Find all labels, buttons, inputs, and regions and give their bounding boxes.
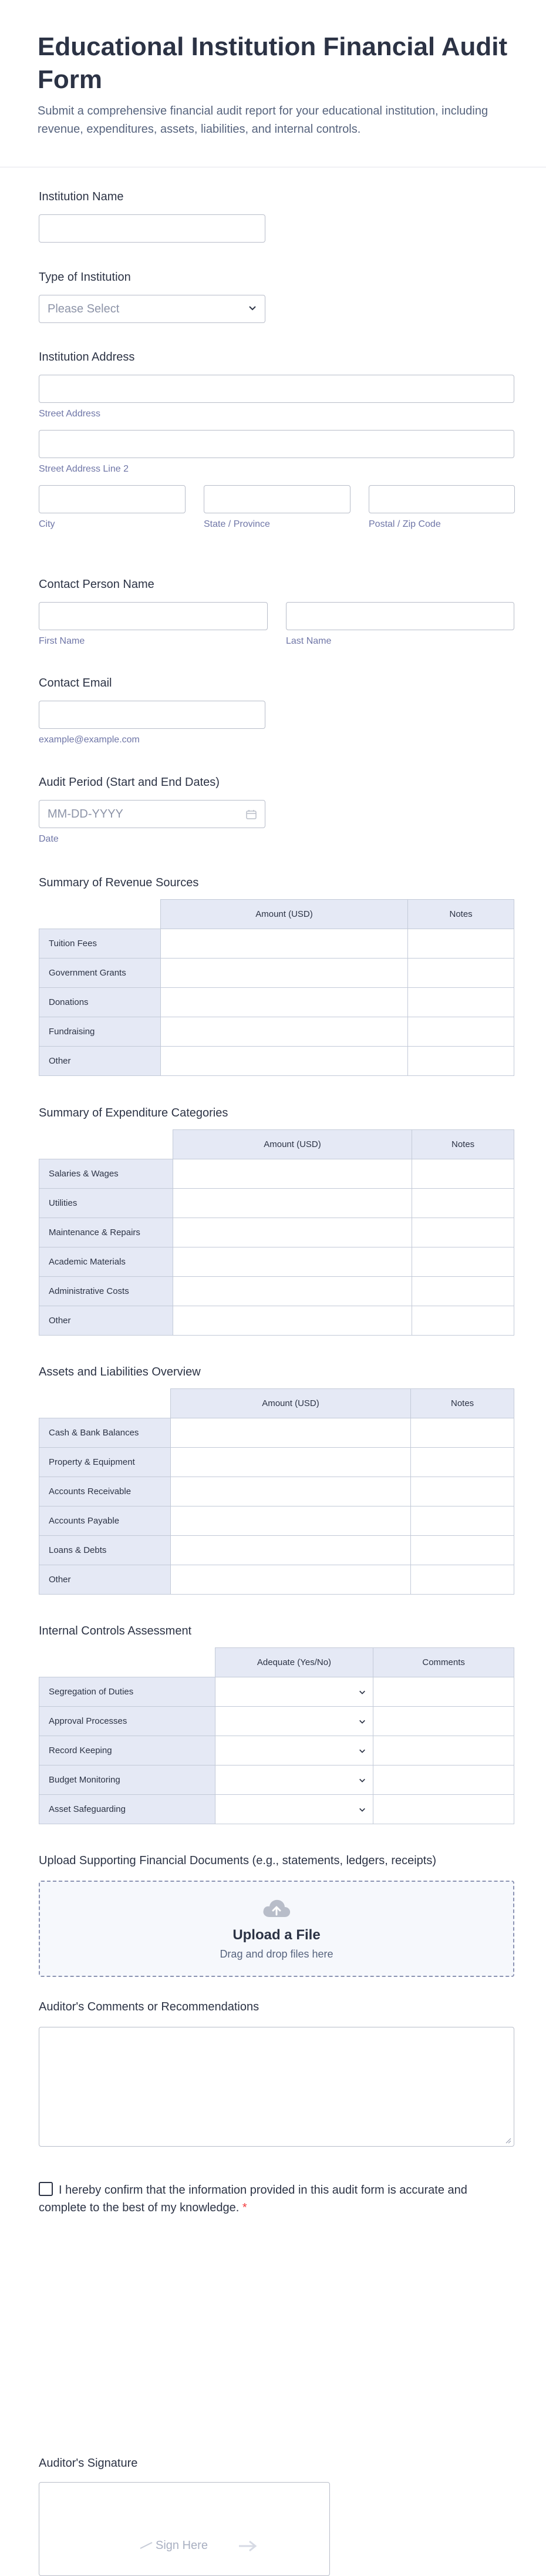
row-label: Other [39, 1306, 173, 1336]
revenue-table [39, 899, 514, 1076]
contact-email-field [39, 677, 514, 745]
street-address-line2-input[interactable] [39, 430, 514, 458]
chevron-down-icon [359, 1777, 366, 1784]
institution-name-input[interactable] [39, 214, 265, 243]
confirm-row [39, 2181, 497, 2217]
amount-cell-input[interactable] [173, 1218, 412, 1247]
notes-cell-input[interactable] [412, 1189, 514, 1218]
row-label: Maintenance & Repairs [39, 1218, 173, 1247]
institution-type-select[interactable] [39, 295, 265, 323]
row-label: Tuition Fees [39, 929, 161, 959]
amount-cell-input[interactable] [173, 1277, 412, 1306]
notes-cell-input[interactable] [408, 988, 514, 1017]
contact-email-hint: example@example.com [39, 735, 140, 745]
audit-period-date-input[interactable] [39, 800, 265, 828]
row-label: Loans & Debts [39, 1536, 171, 1565]
arrow-right-icon [238, 2539, 258, 2553]
row-label: Cash & Bank Balances [39, 1418, 171, 1448]
notes-cell-input[interactable] [411, 1448, 514, 1477]
notes-cell-input[interactable] [411, 1477, 514, 1506]
column-header: Adequate (Yes/No) [215, 1648, 373, 1677]
amount-cell-input[interactable] [173, 1189, 412, 1218]
street-address-input[interactable] [39, 375, 514, 403]
table-row [39, 1159, 514, 1189]
audit-period-placeholder: MM-DD-YYYY [48, 808, 123, 820]
upload-section [39, 1854, 514, 1868]
expenditure-table [39, 1129, 514, 1336]
first-name-input[interactable] [39, 602, 268, 630]
table-row [39, 1565, 514, 1595]
street-address-sublabel: Street Address [39, 409, 100, 419]
comments-cell-input[interactable] [373, 1677, 514, 1707]
notes-cell-input[interactable] [408, 929, 514, 959]
expenditure-section [39, 1107, 514, 1336]
table-row [39, 1247, 514, 1277]
revenue-section [39, 876, 514, 1076]
table-row [39, 988, 514, 1017]
row-label: Other [39, 1047, 161, 1076]
amount-cell-input[interactable] [160, 929, 407, 959]
revenue-label: Summary of Revenue Sources [39, 876, 199, 889]
table-row [39, 1506, 514, 1536]
amount-cell-input[interactable] [170, 1506, 410, 1536]
table-row [39, 1448, 514, 1477]
comments-cell-input[interactable] [373, 1765, 514, 1795]
sign-here-placeholder: Sign Here [156, 2539, 208, 2552]
amount-cell-input[interactable] [160, 988, 407, 1017]
street-address-line2-sublabel: Street Address Line 2 [39, 464, 129, 474]
comments-textarea[interactable] [39, 2027, 514, 2147]
comments-cell-input[interactable] [373, 1795, 514, 1824]
notes-cell-input[interactable] [408, 1047, 514, 1076]
comments-cell-input[interactable] [373, 1707, 514, 1736]
chevron-down-icon [359, 1747, 366, 1754]
column-header: Notes [411, 1389, 514, 1418]
row-label: Budget Monitoring [39, 1765, 215, 1795]
notes-cell-input[interactable] [408, 1017, 514, 1047]
amount-cell-input[interactable] [170, 1418, 410, 1448]
controls-section [39, 1625, 514, 1824]
matrix-corner [39, 900, 161, 929]
table-row [39, 929, 514, 959]
row-label: Accounts Payable [39, 1506, 171, 1536]
institution-name-label: Institution Name [39, 190, 124, 203]
notes-cell-input[interactable] [411, 1506, 514, 1536]
institution-type-placeholder: Please Select [48, 302, 120, 315]
row-label: Asset Safeguarding [39, 1795, 215, 1824]
row-label: Utilities [39, 1189, 173, 1218]
last-name-sublabel: Last Name [286, 636, 332, 646]
signature-pad[interactable] [39, 2482, 330, 2576]
assets-label: Assets and Liabilities Overview [39, 1366, 201, 1378]
calendar-icon[interactable] [246, 809, 257, 819]
column-header: Amount (USD) [173, 1130, 412, 1159]
institution-address-label: Institution Address [39, 351, 135, 364]
signature-label: Auditor's Signature [39, 2457, 138, 2470]
table-row [39, 959, 514, 988]
notes-cell-input[interactable] [412, 1277, 514, 1306]
table-row [39, 1189, 514, 1218]
audit-period-sublabel: Date [39, 834, 59, 844]
notes-cell-input[interactable] [411, 1565, 514, 1595]
form-header [0, 0, 546, 167]
assets-section [39, 1366, 514, 1595]
column-header: Notes [408, 900, 514, 929]
contact-email-label: Contact Email [39, 677, 112, 690]
table-row [39, 1765, 514, 1795]
amount-cell-input[interactable] [160, 959, 407, 988]
amount-cell-input[interactable] [160, 1017, 407, 1047]
amount-cell-input[interactable] [170, 1536, 410, 1565]
notes-cell-input[interactable] [412, 1218, 514, 1247]
adequate-select[interactable] [215, 1736, 373, 1765]
adequate-select[interactable] [215, 1765, 373, 1795]
table-row [39, 1047, 514, 1076]
comments-section [39, 2000, 514, 2014]
assets-table [39, 1388, 514, 1595]
postal-code-input[interactable] [369, 485, 515, 513]
chevron-down-icon [359, 1718, 366, 1725]
institution-type-field [39, 271, 514, 323]
row-label: Record Keeping [39, 1736, 215, 1765]
table-row [39, 1017, 514, 1047]
amount-cell-input[interactable] [173, 1306, 412, 1336]
state-sublabel: State / Province [204, 519, 270, 529]
cloud-upload-icon [261, 1897, 292, 1921]
controls-table [39, 1647, 514, 1824]
confirm-checkbox[interactable] [39, 2182, 53, 2196]
comments-cell-input[interactable] [373, 1736, 514, 1765]
row-label: Donations [39, 988, 161, 1017]
table-row [39, 1795, 514, 1824]
signature-section [39, 2457, 514, 2470]
comments-label: Auditor's Comments or Recommendations [39, 2000, 259, 2013]
page-title: Educational Institution Financial Audit Form [38, 32, 508, 94]
audit-period-label: Audit Period (Start and End Dates) [39, 776, 220, 789]
institution-type-label: Type of Institution [39, 271, 131, 284]
row-label: Salaries & Wages [39, 1159, 173, 1189]
audit-period-field [39, 776, 514, 845]
notes-cell-input[interactable] [412, 1306, 514, 1336]
row-label: Administrative Costs [39, 1277, 173, 1306]
page-subtitle: Submit a comprehensive financial audit report for your educational institution, including revenue, expenditures, assets, liabilities, and internal controls. [38, 105, 488, 136]
adequate-select[interactable] [215, 1677, 373, 1707]
contact-name-label: Contact Person Name [39, 578, 154, 591]
row-label: Property & Equipment [39, 1448, 171, 1477]
table-row [39, 1536, 514, 1565]
table-row [39, 1418, 514, 1448]
matrix-corner [39, 1389, 171, 1418]
row-label: Fundraising [39, 1017, 161, 1047]
expenditure-label: Summary of Expenditure Categories [39, 1107, 228, 1119]
chevron-down-icon [359, 1689, 366, 1696]
amount-cell-input[interactable] [160, 1047, 407, 1076]
amount-cell-input[interactable] [170, 1565, 410, 1595]
matrix-corner [39, 1130, 173, 1159]
required-asterisk: * [242, 2201, 247, 2214]
amount-cell-input[interactable] [170, 1448, 410, 1477]
notes-cell-input[interactable] [408, 959, 514, 988]
adequate-select[interactable] [215, 1707, 373, 1736]
institution-address-field [39, 351, 514, 530]
matrix-corner [39, 1648, 215, 1677]
row-label: Other [39, 1565, 171, 1595]
row-label: Government Grants [39, 959, 161, 988]
table-row [39, 1218, 514, 1247]
institution-name-field [39, 190, 514, 243]
row-label: Approval Processes [39, 1707, 215, 1736]
upload-title: Upload a File [232, 1927, 321, 1943]
column-header: Amount (USD) [160, 900, 407, 929]
city-input[interactable] [39, 485, 186, 513]
table-row [39, 1477, 514, 1506]
notes-cell-input[interactable] [411, 1536, 514, 1565]
table-row [39, 1677, 514, 1707]
last-name-input[interactable] [286, 602, 514, 630]
file-upload-dropzone[interactable] [39, 1881, 514, 1977]
state-input[interactable] [204, 485, 350, 513]
amount-cell-input[interactable] [170, 1477, 410, 1506]
amount-cell-input[interactable] [173, 1247, 412, 1277]
row-label: Accounts Receivable [39, 1477, 171, 1506]
upload-subtitle: Drag and drop files here [220, 1948, 333, 1960]
chevron-down-icon [248, 304, 257, 312]
upload-label: Upload Supporting Financial Documents (e.g., statements, ledgers, receipts) [39, 1854, 437, 1867]
city-sublabel: City [39, 519, 55, 529]
table-row [39, 1277, 514, 1306]
notes-cell-input[interactable] [412, 1159, 514, 1189]
notes-cell-input[interactable] [411, 1418, 514, 1448]
notes-cell-input[interactable] [412, 1247, 514, 1277]
confirm-text: I hereby confirm that the information provided in this audit form is accurate and complete to the best of my knowledge. [39, 2184, 467, 2214]
contact-name-field [39, 578, 514, 647]
table-row [39, 1736, 514, 1765]
postal-code-sublabel: Postal / Zip Code [369, 519, 441, 529]
chevron-down-icon [359, 1806, 366, 1813]
column-header: Amount (USD) [170, 1389, 410, 1418]
adequate-select[interactable] [215, 1795, 373, 1824]
resize-handle-icon[interactable] [505, 2138, 511, 2144]
table-row [39, 1707, 514, 1736]
column-header: Notes [412, 1130, 514, 1159]
pen-line-icon [139, 2541, 153, 2550]
table-row [39, 1306, 514, 1336]
contact-email-input[interactable] [39, 701, 265, 729]
amount-cell-input[interactable] [173, 1159, 412, 1189]
row-label: Academic Materials [39, 1247, 173, 1277]
row-label: Segregation of Duties [39, 1677, 215, 1707]
first-name-sublabel: First Name [39, 636, 85, 646]
column-header: Comments [373, 1648, 514, 1677]
controls-label: Internal Controls Assessment [39, 1625, 192, 1637]
